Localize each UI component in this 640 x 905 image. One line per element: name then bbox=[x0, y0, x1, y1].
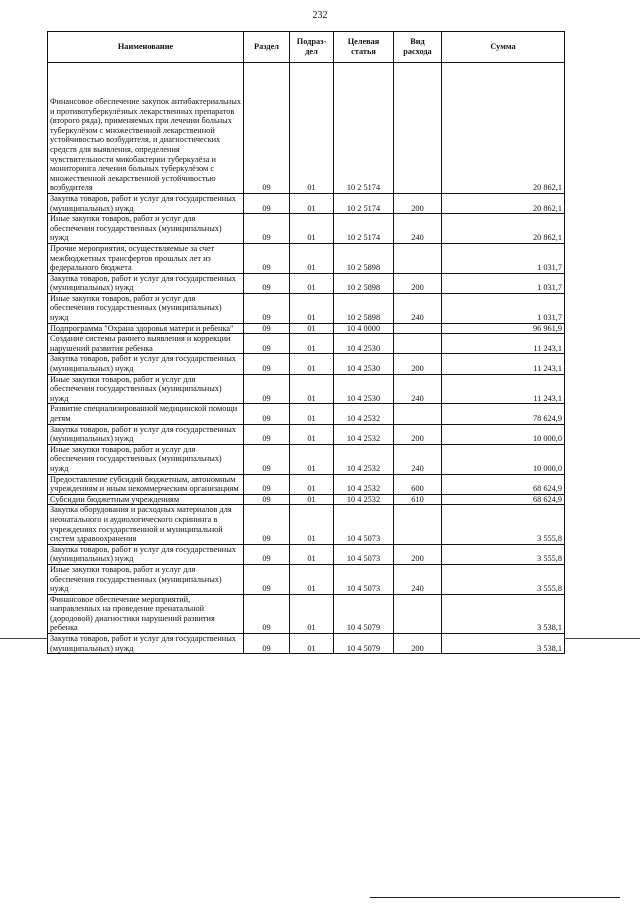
cell-subsection: 01 bbox=[290, 374, 334, 404]
table-row bbox=[48, 214, 565, 244]
table-row bbox=[48, 293, 565, 323]
header-amount: Сумма bbox=[442, 32, 565, 63]
table-row bbox=[48, 273, 565, 293]
table-row bbox=[48, 544, 565, 564]
cell-target: 10 2 5174 bbox=[334, 214, 394, 244]
cell-target: 10 2 5898 bbox=[334, 293, 394, 323]
cell-subsection: 01 bbox=[290, 424, 334, 444]
cell-subsection: 01 bbox=[290, 214, 334, 244]
cell-name: Иные закупки товаров, работ и услуг для обеспечения государственных (муниципальных) нужд bbox=[48, 214, 244, 244]
table-row bbox=[48, 474, 565, 494]
cell-target: 10 4 2530 bbox=[334, 374, 394, 404]
cell-amount: 68 624,9 bbox=[442, 474, 565, 494]
cell-kind bbox=[394, 323, 442, 334]
cell-kind bbox=[394, 63, 442, 194]
cell-target: 10 4 2532 bbox=[334, 424, 394, 444]
cell-amount: 3 555,8 bbox=[442, 505, 565, 544]
cell-kind: 200 bbox=[394, 634, 442, 654]
cell-section: 09 bbox=[244, 424, 290, 444]
cell-kind bbox=[394, 594, 442, 633]
cell-target: 10 4 2530 bbox=[334, 354, 394, 374]
cell-section: 09 bbox=[244, 444, 290, 474]
cell-amount: 3 538,1 bbox=[442, 634, 565, 654]
cell-name: Прочие мероприятия, осуществляемые за счет межбюджетных трансфертов прошлых лет из федерального бюджета bbox=[48, 243, 244, 273]
cell-amount: 1 031,7 bbox=[442, 243, 565, 273]
cell-kind: 200 bbox=[394, 354, 442, 374]
cell-name: Закупка товаров, работ и услуг для государственных (муниципальных) нужд bbox=[48, 634, 244, 654]
cell-subsection: 01 bbox=[290, 354, 334, 374]
cell-subsection: 01 bbox=[290, 505, 334, 544]
table-row bbox=[48, 444, 565, 474]
cell-kind: 200 bbox=[394, 193, 442, 213]
cell-amount: 20 862,1 bbox=[442, 214, 565, 244]
cell-section: 09 bbox=[244, 474, 290, 494]
cell-subsection: 01 bbox=[290, 293, 334, 323]
cell-amount: 10 000,0 bbox=[442, 444, 565, 474]
header-section: Раздел bbox=[244, 32, 290, 63]
cell-name: Закупка товаров, работ и услуг для государственных (муниципальных) нужд bbox=[48, 354, 244, 374]
table-row bbox=[48, 374, 565, 404]
cell-subsection: 01 bbox=[290, 474, 334, 494]
cell-name: Развитие специализированной медицинской помощи детям bbox=[48, 404, 244, 424]
cell-kind: 610 bbox=[394, 494, 442, 505]
cell-amount: 11 243,1 bbox=[442, 334, 565, 354]
page-number: 232 bbox=[312, 10, 328, 21]
cell-section: 09 bbox=[244, 293, 290, 323]
cell-name: Предоставление субсидий бюджетным, автономным учреждениям и иным некоммерческим организациям bbox=[48, 474, 244, 494]
table-row bbox=[48, 594, 565, 633]
cell-section: 09 bbox=[244, 544, 290, 564]
cell-subsection: 01 bbox=[290, 63, 334, 194]
cell-target: 10 4 2532 bbox=[334, 494, 394, 505]
cell-name: Закупка товаров, работ и услуг для государственных (муниципальных) нужд bbox=[48, 273, 244, 293]
table-row bbox=[48, 334, 565, 354]
cell-subsection: 01 bbox=[290, 193, 334, 213]
cell-kind: 240 bbox=[394, 374, 442, 404]
cell-kind: 240 bbox=[394, 564, 442, 594]
cell-section: 09 bbox=[244, 494, 290, 505]
table-row bbox=[48, 564, 565, 594]
cell-amount: 3 538,1 bbox=[442, 594, 565, 633]
table-row bbox=[48, 404, 565, 424]
cell-name: Создание системы раннего выявления и коррекции нарушений развития ребенка bbox=[48, 334, 244, 354]
header-kind: Вид расхода bbox=[394, 32, 442, 63]
cell-target: 10 2 5898 bbox=[334, 243, 394, 273]
table-row bbox=[48, 424, 565, 444]
tear-line-right bbox=[564, 638, 640, 639]
table-row bbox=[48, 494, 565, 505]
cell-target: 10 4 5073 bbox=[334, 564, 394, 594]
cell-section: 09 bbox=[244, 334, 290, 354]
cell-amount: 11 243,1 bbox=[442, 354, 565, 374]
cell-target: 10 4 5079 bbox=[334, 594, 394, 633]
cell-kind: 600 bbox=[394, 474, 442, 494]
cell-name: Закупка товаров, работ и услуг для государственных (муниципальных) нужд bbox=[48, 544, 244, 564]
cell-amount: 1 031,7 bbox=[442, 293, 565, 323]
cell-amount: 20 862,1 bbox=[442, 193, 565, 213]
cell-section: 09 bbox=[244, 404, 290, 424]
cell-kind bbox=[394, 404, 442, 424]
table-row bbox=[48, 323, 565, 334]
cell-amount: 96 961,9 bbox=[442, 323, 565, 334]
cell-name: Финансовое обеспечение закупок антибактериальных и противотуберкулёзных лекарственных препаратов (второго ряда), применяемых при лечении больных туберкулёзом с множественной лекарственной устойчивостью возбудителя, и диагностических средств для выявления, определения чувствительности микобактерии туберкулёза и мониторинга лечения больных туберкулёзом с множественной лекарственной устойчивостью возбудителя bbox=[48, 63, 244, 194]
cell-section: 09 bbox=[244, 505, 290, 544]
cell-subsection: 01 bbox=[290, 334, 334, 354]
cell-name: Иные закупки товаров, работ и услуг для обеспечения государственных (муниципальных) нужд bbox=[48, 293, 244, 323]
cell-kind: 200 bbox=[394, 273, 442, 293]
cell-subsection: 01 bbox=[290, 594, 334, 633]
cell-target: 10 4 2530 bbox=[334, 334, 394, 354]
table-row bbox=[48, 634, 565, 654]
cell-section: 09 bbox=[244, 63, 290, 194]
cell-target: 10 4 2532 bbox=[334, 404, 394, 424]
cell-name: Закупка товаров, работ и услуг для государственных (муниципальных) нужд bbox=[48, 193, 244, 213]
cell-kind bbox=[394, 505, 442, 544]
table-row bbox=[48, 505, 565, 544]
header-name: Наименование bbox=[48, 32, 244, 63]
cell-kind bbox=[394, 243, 442, 273]
cell-amount: 11 243,1 bbox=[442, 374, 565, 404]
cell-section: 09 bbox=[244, 564, 290, 594]
cell-subsection: 01 bbox=[290, 444, 334, 474]
cell-name: Иные закупки товаров, работ и услуг для обеспечения государственных (муниципальных) нужд bbox=[48, 444, 244, 474]
budget-table bbox=[47, 31, 565, 654]
table-row bbox=[48, 243, 565, 273]
cell-section: 09 bbox=[244, 214, 290, 244]
cell-subsection: 01 bbox=[290, 404, 334, 424]
cell-subsection: 01 bbox=[290, 564, 334, 594]
header-target: Целевая статья bbox=[334, 32, 394, 63]
cell-kind: 240 bbox=[394, 293, 442, 323]
cell-kind: 200 bbox=[394, 424, 442, 444]
cell-name: Подпрограмма "Охрана здоровья матери и ребенка" bbox=[48, 323, 244, 334]
cell-target: 10 4 5073 bbox=[334, 544, 394, 564]
table-row bbox=[48, 193, 565, 213]
cell-section: 09 bbox=[244, 323, 290, 334]
cell-target: 10 4 2532 bbox=[334, 444, 394, 474]
cell-kind: 240 bbox=[394, 444, 442, 474]
cell-section: 09 bbox=[244, 374, 290, 404]
cell-kind bbox=[394, 334, 442, 354]
cell-target: 10 2 5898 bbox=[334, 273, 394, 293]
table-header-row bbox=[48, 32, 565, 63]
cell-amount: 3 555,8 bbox=[442, 544, 565, 564]
cell-section: 09 bbox=[244, 193, 290, 213]
cell-subsection: 01 bbox=[290, 273, 334, 293]
cell-target: 10 4 0000 bbox=[334, 323, 394, 334]
cell-amount: 20 862,1 bbox=[442, 63, 565, 194]
cell-amount: 78 624,9 bbox=[442, 404, 565, 424]
cell-name: Субсидии бюджетным учреждениям bbox=[48, 494, 244, 505]
cell-subsection: 01 bbox=[290, 243, 334, 273]
cell-subsection: 01 bbox=[290, 494, 334, 505]
cell-target: 10 4 2532 bbox=[334, 474, 394, 494]
cell-amount: 1 031,7 bbox=[442, 273, 565, 293]
cell-target: 10 4 5079 bbox=[334, 634, 394, 654]
tear-line-left bbox=[0, 638, 47, 639]
cell-section: 09 bbox=[244, 243, 290, 273]
table-row bbox=[48, 354, 565, 374]
cell-name: Иные закупки товаров, работ и услуг для обеспечения государственных (муниципальных) нужд bbox=[48, 564, 244, 594]
cell-target: 10 2 5174 bbox=[334, 63, 394, 194]
cell-section: 09 bbox=[244, 594, 290, 633]
cell-amount: 10 000,0 bbox=[442, 424, 565, 444]
cell-target: 10 4 5073 bbox=[334, 505, 394, 544]
cell-section: 09 bbox=[244, 273, 290, 293]
header-subsection: Подраз-дел bbox=[290, 32, 334, 63]
cell-amount: 68 624,9 bbox=[442, 494, 565, 505]
cell-target: 10 2 5174 bbox=[334, 193, 394, 213]
cell-section: 09 bbox=[244, 634, 290, 654]
cell-kind: 200 bbox=[394, 544, 442, 564]
table-row bbox=[48, 63, 565, 194]
cell-name: Финансовое обеспечение мероприятий, направленных на проведение пренатальной (дородовой) диагностики нарушений развития ребенка bbox=[48, 594, 244, 633]
cell-name: Иные закупки товаров, работ и услуг для обеспечения государственных (муниципальных) нужд bbox=[48, 374, 244, 404]
cell-name: Закупка оборудования и расходных материалов для неонатального и аудиологического скрининга в учреждениях государственной и муниципальной систем здравоохранения bbox=[48, 505, 244, 544]
cell-subsection: 01 bbox=[290, 634, 334, 654]
cell-amount: 3 555,8 bbox=[442, 564, 565, 594]
footer-rule bbox=[370, 897, 620, 898]
cell-name: Закупка товаров, работ и услуг для государственных (муниципальных) нужд bbox=[48, 424, 244, 444]
cell-subsection: 01 bbox=[290, 544, 334, 564]
cell-section: 09 bbox=[244, 354, 290, 374]
cell-kind: 240 bbox=[394, 214, 442, 244]
cell-subsection: 01 bbox=[290, 323, 334, 334]
